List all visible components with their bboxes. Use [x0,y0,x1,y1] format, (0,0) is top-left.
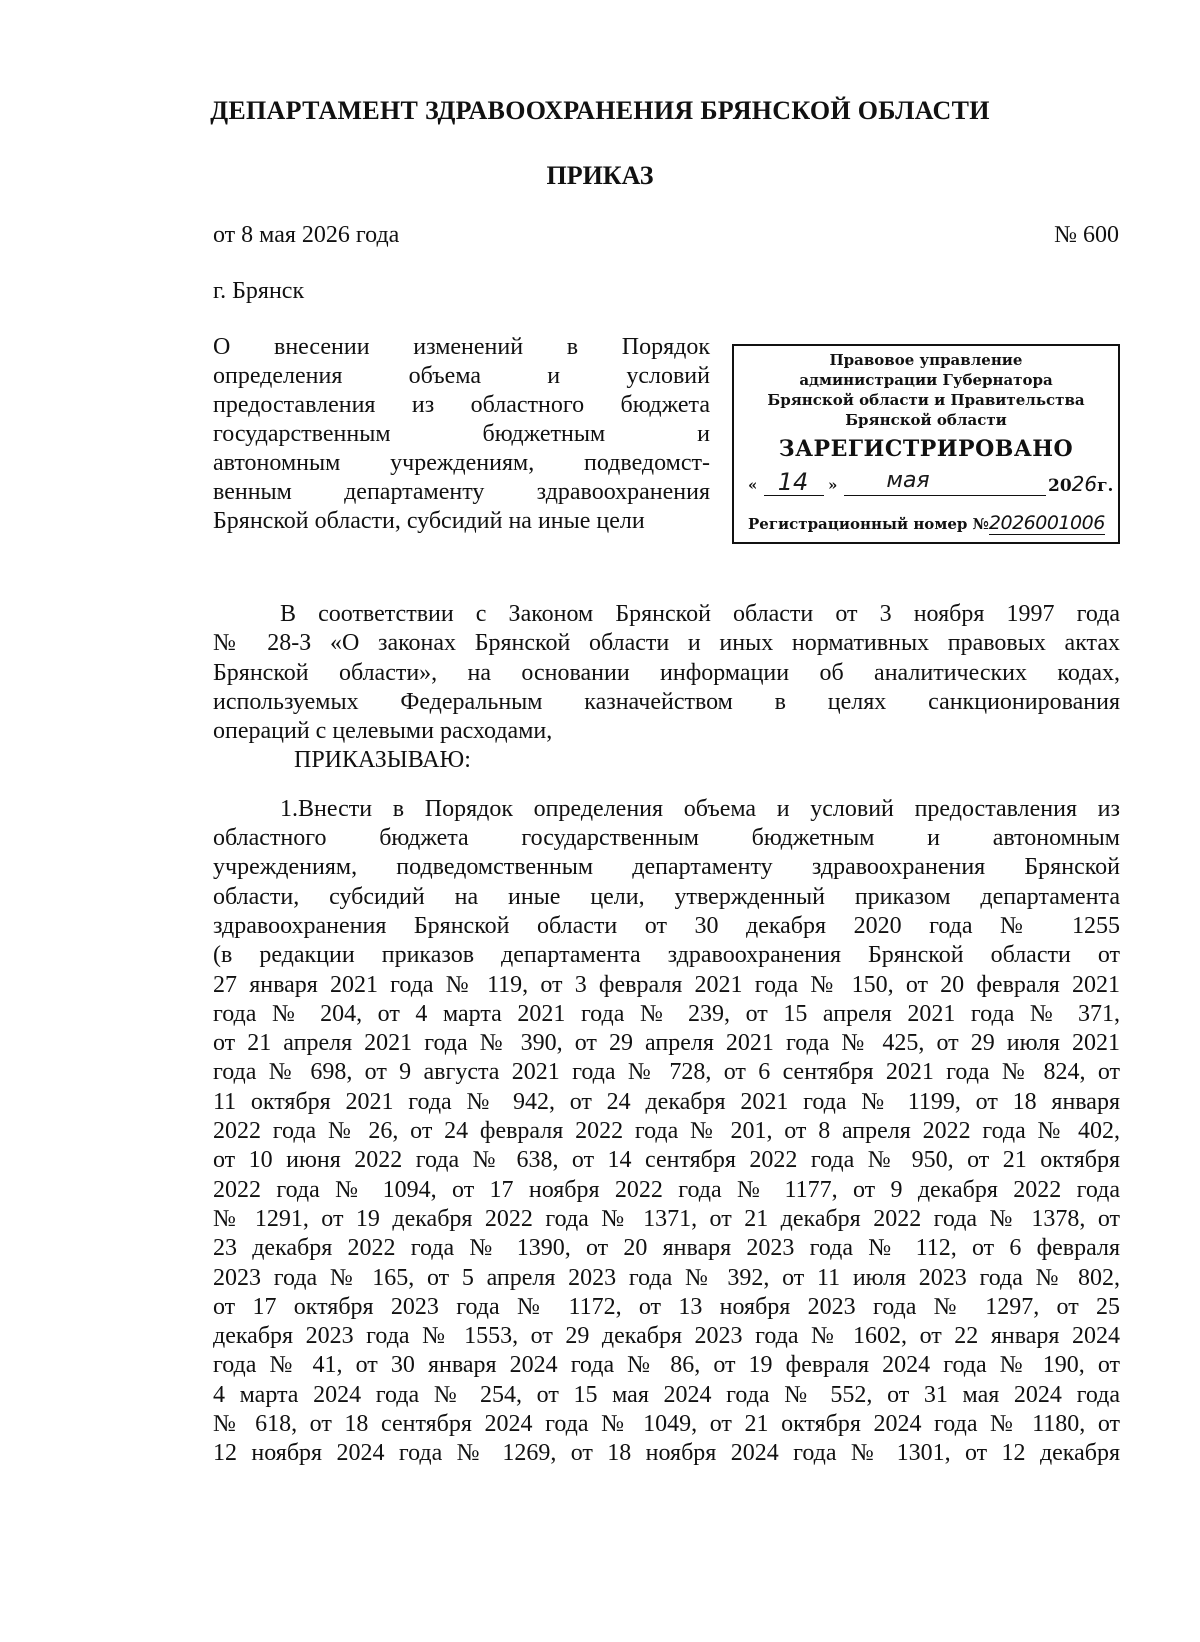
stamp-year-suffix: г. [1097,476,1114,496]
stamp-status: ЗАРЕГИСТРИРОВАНО [778,436,1074,462]
preamble-line: № 28-З «О законах Брянской области и иных нормативных правовых актах [213,630,1120,657]
order-number: № 600 [1054,222,1119,248]
stamp-day-handwritten: 14 [777,468,809,496]
item-line: областного бюджета государственным бюджетным и автономным [213,825,1120,852]
item-line: № 1291, от 19 декабря 2022 года № 1371, от 21 декабря 2022 года № 1378, от [213,1205,1120,1232]
item-line: года № 698, от 9 августа 2021 года № 728, от 6 сентября 2021 года № 824, от [213,1059,1120,1086]
item-line: от 17 октября 2023 года № 1172, от 13 ноября 2023 года № 1297, от 25 [213,1293,1120,1320]
stamp-authority-line: Правовое управление [829,351,1023,369]
stamp-authority-line: администрации Губернатора [799,371,1053,389]
item-line: 12 ноября 2024 года № 1269, от 18 ноября 2024 года № 1301, от 12 декабря [213,1440,1120,1467]
stamp-authority-line: Брянской области и Правительства [767,391,1085,409]
subject-line: определения объема и условий [213,363,710,389]
stamp-authority-line: Брянской области [845,411,1007,429]
stamp-year [1048,472,1113,496]
subject-line: О внесении изменений в Порядок [213,334,710,360]
stamp-quote-close: » [828,476,838,494]
paragraph-gap [213,776,1120,795]
subject-line: Брянской области, субсидий на иные цели [213,508,645,534]
item-line: года № 41, от 30 января 2024 года № 86, от 19 февраля 2024 года № 190, от [213,1352,1120,1379]
stamp-year-handwritten: 26 [1071,472,1098,496]
stamp-reg-number-handwritten: 2026001006 [988,512,1105,534]
preamble-line: Брянской области», на основании информации об аналитических кодах, [213,659,1120,686]
item-line: года № 204, от 4 марта 2021 года № 239, от 15 апреля 2021 года № 371, [213,1000,1120,1027]
item-line: (в редакции приказов департамента здравоохранения Брянской области от [213,942,1120,969]
stamp-registration-number [748,512,1114,538]
item-line: здравоохранения Брянской области от 30 декабря 2020 года № 1255 [213,912,1120,939]
item-line: от 21 апреля 2021 года № 390, от 29 апреля 2021 года № 425, от 29 июля 2021 [213,1030,1120,1057]
document-type-title: ПРИКАЗ [546,161,654,190]
item-line: 2023 года № 165, от 5 апреля 2023 года № 392, от 11 июля 2023 года № 802, [213,1264,1120,1291]
subject-line: государственным бюджетным и [213,421,710,447]
item-line: 2022 года № 1094, от 17 ноября 2022 года № 1177, от 9 декабря 2022 года [213,1176,1120,1203]
subject-line: венным департаменту здравоохранения [213,479,710,505]
item-line: 27 января 2021 года № 119, от 3 февраля 2021 года № 150, от 20 февраля 2021 [213,971,1120,998]
subject-line: предоставления из областного бюджета [213,392,710,418]
preamble-line: операций с целевыми расходами, [213,718,553,745]
subject-line: автономным учреждениям, подведомст- [213,450,710,476]
item-line: 11 октября 2021 года № 942, от 24 декабря 2021 года № 1199, от 18 января [213,1088,1120,1115]
preamble-line: используемых Федеральным казначейством в целях санкционирования [213,688,1120,715]
document-body [213,600,1120,1469]
stamp-day-underline [764,495,824,496]
item-line: учреждениям, подведомственным департаменту здравоохранения Брянской [213,854,1120,881]
stamp-quote-open: « [748,476,758,494]
item-line: области, субсидий на иные цели, утвержденный приказом департамента [213,883,1120,910]
order-city: г. Брянск [213,278,305,304]
stamp-year-prefix: 20 [1048,476,1072,496]
item-line: 4 марта 2024 года № 254, от 15 мая 2024 года № 552, от 31 мая 2024 года [213,1381,1120,1408]
registration-stamp [732,344,1120,544]
department-heading: ДЕПАРТАМЕНТ ЗДРАВООХРАНЕНИЯ БРЯНСКОЙ ОБЛАСТИ [210,96,990,125]
item-line: 1.Внести в Порядок определения объема и условий предоставления из [280,795,1120,822]
item-line: № 618, от 18 сентября 2024 года № 1049, от 21 октября 2024 года № 1180, от [213,1411,1120,1438]
item-line: 23 декабря 2022 года № 1390, от 20 января 2023 года № 112, от 6 февраля [213,1235,1120,1262]
stamp-date [748,468,1114,502]
item-line: от 10 июня 2022 года № 638, от 14 сентября 2022 года № 950, от 21 октября [213,1147,1120,1174]
order-date: от 8 мая 2026 года [213,222,400,248]
order-word: ПРИКАЗЫВАЮ: [294,747,471,774]
stamp-month-underline [844,495,1046,496]
preamble-line: В соответствии с Законом Брянской области от 3 ноября 1997 года [280,601,1120,627]
order-subject [213,333,710,536]
item-line: декабря 2023 года № 1553, от 29 декабря 2023 года № 1602, от 22 января 2024 [213,1323,1120,1350]
item-line: 2022 года № 26, от 24 февраля 2022 года № 201, от 8 апреля 2022 года № 402, [213,1118,1120,1145]
stamp-reg-label: Регистрационный номер № [748,515,989,533]
stamp-month-handwritten: мая [886,468,930,493]
